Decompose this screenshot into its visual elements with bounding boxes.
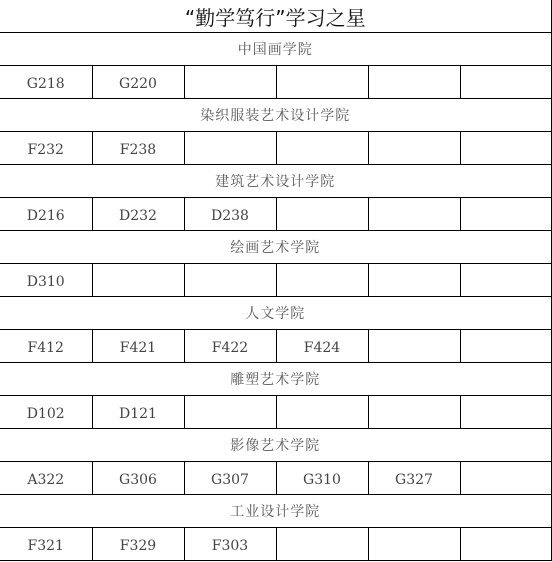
- class-code-cell: [460, 132, 551, 165]
- section-name: 工业设计学院: [0, 495, 551, 528]
- class-code-cell: [460, 330, 551, 363]
- code-row: [0, 462, 551, 495]
- section-header-row: [0, 297, 551, 330]
- class-code-cell: [368, 396, 460, 429]
- class-code-cell: [184, 396, 276, 429]
- class-code-cell: [368, 198, 460, 231]
- class-code-cell: [92, 264, 184, 297]
- class-code-cell: F412: [0, 330, 92, 363]
- section-name: 人文学院: [0, 297, 551, 330]
- code-row: [0, 528, 551, 561]
- class-code-cell: F238: [92, 132, 184, 165]
- section-name: 建筑艺术设计学院: [0, 165, 551, 198]
- class-code-cell: G220: [92, 66, 184, 99]
- class-code-cell: G218: [0, 66, 92, 99]
- class-code-cell: F232: [0, 132, 92, 165]
- section-name: 染织服装艺术设计学院: [0, 99, 551, 132]
- class-code-cell: F424: [276, 330, 368, 363]
- class-code-cell: [184, 132, 276, 165]
- class-code-cell: [460, 66, 551, 99]
- class-code-cell: A322: [0, 462, 92, 495]
- class-code-cell: D121: [92, 396, 184, 429]
- class-code-cell: [276, 66, 368, 99]
- section-header-row: [0, 99, 551, 132]
- code-row: [0, 198, 551, 231]
- class-code-cell: [276, 132, 368, 165]
- page-title: “勤学笃行”学习之星: [0, 0, 551, 33]
- class-code-cell: F422: [184, 330, 276, 363]
- section-name: 绘画艺术学院: [0, 231, 551, 264]
- section-header-row: [0, 429, 551, 462]
- section-header-row: [0, 231, 551, 264]
- class-code-cell: F421: [92, 330, 184, 363]
- section-header-row: [0, 495, 551, 528]
- title-row: [0, 0, 551, 33]
- class-code-cell: G307: [184, 462, 276, 495]
- section-name: 中国画学院: [0, 33, 551, 66]
- class-code-cell: F303: [184, 528, 276, 561]
- class-code-cell: [368, 330, 460, 363]
- class-code-cell: D310: [0, 264, 92, 297]
- section-header-row: [0, 165, 551, 198]
- class-code-cell: [368, 264, 460, 297]
- class-code-cell: [276, 528, 368, 561]
- class-code-cell: [368, 528, 460, 561]
- class-code-cell: G306: [92, 462, 184, 495]
- class-code-cell: [276, 264, 368, 297]
- class-code-cell: [460, 528, 551, 561]
- code-row: [0, 66, 551, 99]
- class-code-cell: [184, 66, 276, 99]
- class-code-cell: [276, 198, 368, 231]
- class-code-cell: [460, 198, 551, 231]
- class-code-cell: [460, 462, 551, 495]
- code-row: [0, 132, 551, 165]
- class-code-cell: [368, 132, 460, 165]
- code-row: [0, 396, 551, 429]
- class-code-cell: [368, 66, 460, 99]
- section-header-row: [0, 363, 551, 396]
- section-name: 影像艺术学院: [0, 429, 551, 462]
- class-code-cell: [184, 264, 276, 297]
- section-header-row: [0, 33, 551, 66]
- class-code-cell: [460, 264, 551, 297]
- section-name: 雕塑艺术学院: [0, 363, 551, 396]
- class-code-cell: D238: [184, 198, 276, 231]
- class-code-cell: D216: [0, 198, 92, 231]
- class-code-cell: D232: [92, 198, 184, 231]
- class-code-cell: G310: [276, 462, 368, 495]
- class-code-cell: D102: [0, 396, 92, 429]
- class-code-cell: [276, 396, 368, 429]
- class-code-cell: F329: [92, 528, 184, 561]
- class-code-cell: F321: [0, 528, 92, 561]
- code-row: [0, 330, 551, 363]
- class-code-cell: [460, 396, 551, 429]
- class-code-cell: G327: [368, 462, 460, 495]
- code-row: [0, 264, 551, 297]
